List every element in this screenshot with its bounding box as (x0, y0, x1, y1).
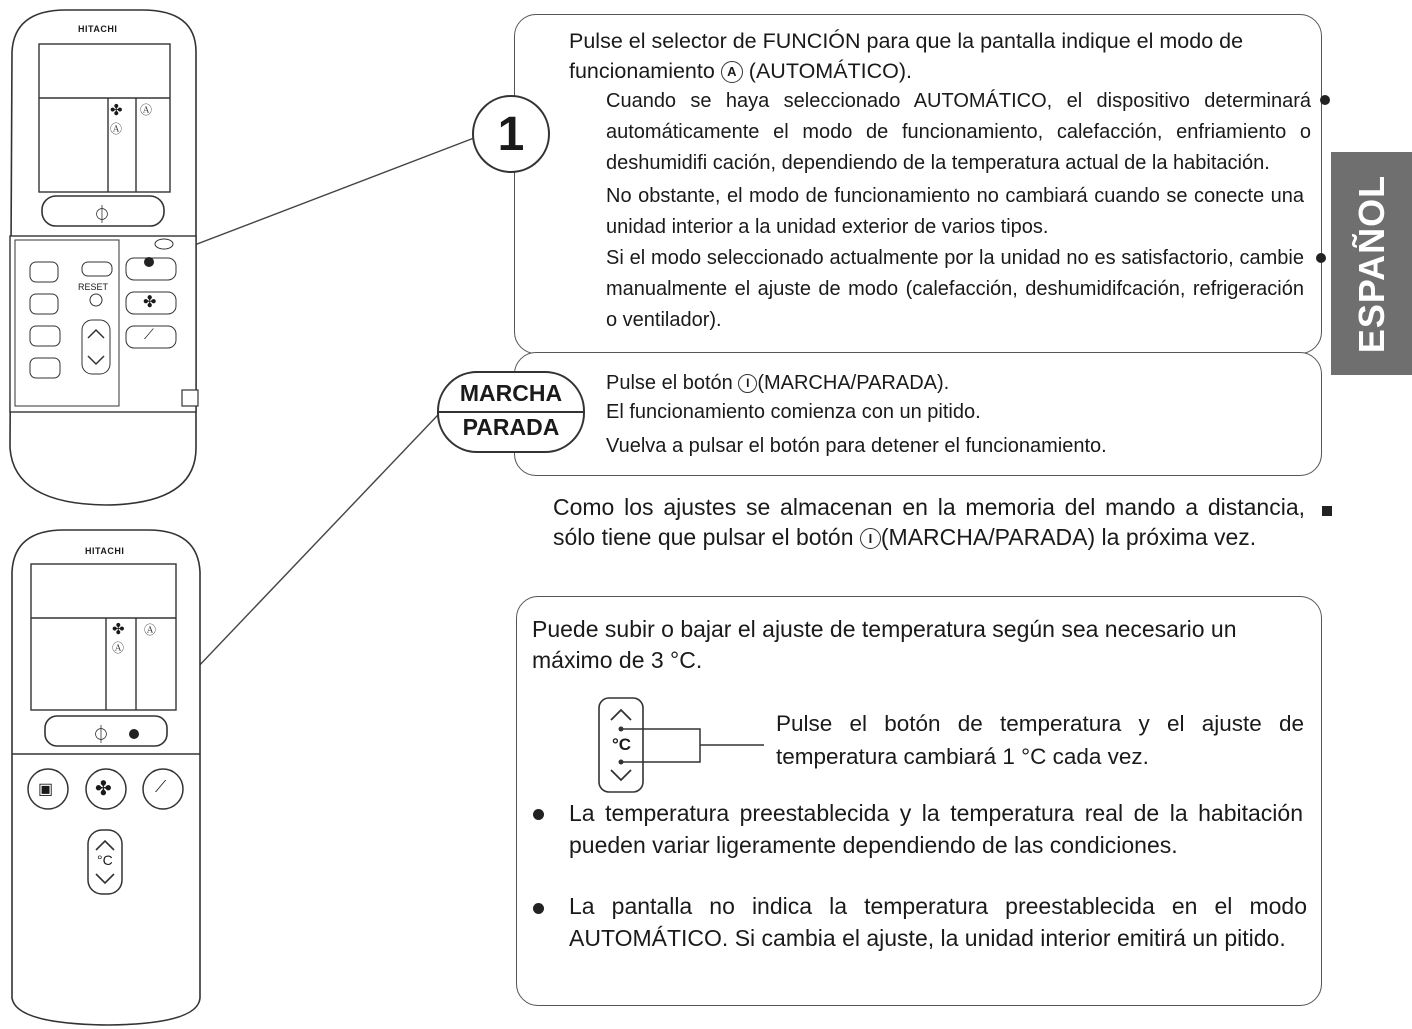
remote-top-display-fan-icon: ✤ (110, 102, 123, 119)
step1-bullet-b (1316, 253, 1326, 263)
auto-mode-icon: A (721, 61, 743, 83)
temp-button-desc: Pulse el botón de temperatura y el ajuste de temperatura cambiará 1 °C cada vez. (776, 711, 1304, 769)
step2-line1 (606, 369, 949, 398)
step1-para2: No obstante, el modo de funcionamiento no cambiará cuando se conecte una unidad interior a la unidad exterior de varios tipos. (606, 185, 1304, 238)
temp-bullet2: La pantalla no indica la temperatura preestablecida en el modo AUTOMÁTICO. Si cambia el ajuste, la unidad interior emitirá un pitido. (569, 893, 1307, 951)
pill-top-label: MARCHA (459, 380, 563, 406)
remote-top-power-icon[interactable]: ⏀ (93, 205, 111, 225)
step1-line2-post: (AUTOMÁTICO). (748, 59, 913, 83)
temperature-up-down-icon[interactable]: °C (612, 735, 632, 754)
remote-bottom-power-pointer (129, 729, 139, 739)
remote-bottom-timer-icon[interactable]: ▣ (38, 781, 54, 798)
step1-marker: 1 (472, 95, 550, 173)
step1-bullet-a (1320, 95, 1330, 105)
power-icon-inline: I (860, 528, 881, 549)
temp-bullet-dot-2 (533, 903, 544, 914)
step1-para1: Cuando se haya seleccionado AUTOMÁTICO, el dispositivo determinará automáticamente el modo de funcionamiento, calefacción, enfriamiento o deshumidifi cación, dependiendo de la temperatura actual de la habitación. (606, 90, 1311, 174)
remote-top-swing-icon[interactable]: ⟋ (144, 326, 154, 342)
temp-bullet1: La temperatura preestablecida y la temperatura real de la habitación pueden variar ligeramente dependiendo de las condiciones. (569, 800, 1303, 858)
remote-bottom-swing-icon[interactable]: ⟋ (155, 779, 167, 796)
remote-control-top (6, 8, 202, 508)
remote-bottom-brand: HITACHI (85, 546, 125, 556)
remote-top-display-auto-icon: Ⓐ (140, 103, 153, 117)
step2-line1-pre: Pulse el botón (606, 372, 733, 394)
step2-line1-post: (MARCHA/PARADA). (757, 372, 950, 394)
step1-line1: Pulse el selector de FUNCIÓN para que la pantalla indique el modo de (569, 29, 1244, 53)
temp-intro: Puede subir o bajar el ajuste de temperatura según sea necesario un máximo de 3 °C. (532, 616, 1237, 673)
memory-note-square-bullet (1322, 506, 1332, 516)
remote-bottom-display-auto-icon: Ⓐ (144, 623, 157, 637)
temp-bullet-dot-1 (533, 809, 544, 820)
step1-line2-pre: funcionamiento (569, 59, 715, 83)
memory-note-post: (MARCHA/PARADA) la próxima vez. (880, 524, 1257, 550)
pill-divider (439, 411, 583, 413)
language-tab-label: ESPAÑOL (1350, 174, 1392, 353)
remote-top-reset-label: RESET (78, 282, 109, 292)
step1-line2 (569, 56, 912, 87)
remote-top-fan-icon[interactable]: ✤ (143, 294, 157, 311)
remote-top-brand: HITACHI (78, 24, 118, 34)
remote-bottom-display-fan-icon: ✤ (112, 621, 125, 638)
step2-line2: El funcionamiento comienza con un pitido. (606, 401, 981, 423)
memory-note-pre: Como los ajustes se almacenan en la memoria del mando a distancia, sólo tiene que pulsar el botón (553, 494, 1305, 550)
step2-line3: Vuelva a pulsar el botón para detener el funcionamiento. (606, 435, 1107, 457)
marcha-parada-pill (437, 371, 585, 453)
step1-para3: Si el modo seleccionado actualmente por la unidad no es satisfactorio, cambie manualmente el ajuste de modo (calefacción, deshumidifcación, refrigeración o ventilador). (606, 247, 1304, 331)
remote-top-display-auto-icon-small: Ⓐ (110, 122, 123, 136)
remote-top-function-pointer (144, 257, 154, 267)
remote-bottom-display-auto-icon-small: Ⓐ (112, 641, 125, 655)
remote-bottom-fan-icon[interactable]: ✤ (95, 778, 112, 800)
power-icon: I (738, 374, 757, 393)
language-tab (1331, 152, 1412, 375)
memory-note (553, 492, 1305, 552)
remote-bottom-temperature-icon[interactable]: °C (97, 852, 113, 868)
remote-bottom-power-icon[interactable]: ⏀ (92, 725, 110, 745)
pill-bottom-label: PARADA (462, 414, 560, 440)
